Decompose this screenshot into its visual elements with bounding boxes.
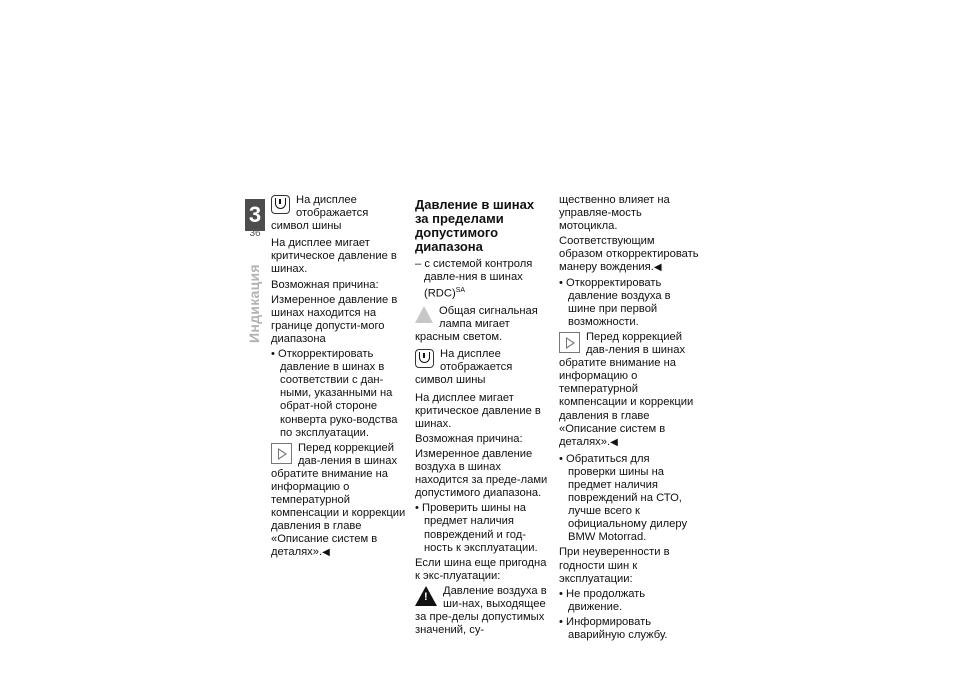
paragraph: При неуверенности в годности шин к эксплуатации: xyxy=(559,546,670,585)
icon-row xyxy=(415,348,551,387)
tyre-pressure-icon xyxy=(271,195,290,214)
note-block xyxy=(559,331,699,449)
dash-item xyxy=(415,258,551,301)
column-1 xyxy=(271,194,407,564)
general-warning-light-icon xyxy=(415,306,433,323)
end-mark: ◀ xyxy=(653,262,662,274)
warning-block xyxy=(415,585,551,637)
alert-row xyxy=(415,305,551,344)
bullet-item: • Проверить шины на предмет наличия повреждений и год-ность к эксплуатации. xyxy=(415,502,538,554)
bullet-item: • Обратиться для проверки шины на предмет наличия повреждений на СТО, лучше всего к официальному дилеру BMW Motorrad. xyxy=(559,452,688,544)
icon-text: На дисплее отображается символ шины xyxy=(271,194,369,233)
warning-icon: ! xyxy=(415,586,437,606)
paragraph: На дисплее мигает критическое давление в шинах. xyxy=(271,237,397,276)
bullet-item: • Информировать аварийную службу. xyxy=(559,615,668,641)
paragraph: Измеренное давление в шинах находится на границе допусти-мого диапазона xyxy=(271,293,398,345)
paragraph: Измеренное давление воздуха в шинах находится за преде-лами допустимого диапазона. xyxy=(415,447,548,500)
note-icon xyxy=(271,443,292,464)
chapter-title: Индикация xyxy=(246,264,262,343)
alert-text: Общая сигнальная лампа мигает красным светом. xyxy=(415,305,538,344)
note-icon xyxy=(559,332,580,353)
column-2 xyxy=(415,198,551,641)
dash-text: – с системой контроля давле-ния в шинах (RDC) xyxy=(415,258,533,300)
paragraph: Возможная причина: xyxy=(415,432,523,445)
bullet-item: • Откорректировать давление воздуха в шине при первой возможности. xyxy=(559,276,671,328)
page-number: 36 xyxy=(249,228,261,239)
paragraph xyxy=(559,235,699,274)
paragraph: Возможная причина: xyxy=(271,278,379,291)
icon-row xyxy=(271,194,407,233)
chapter-tab xyxy=(245,199,265,231)
bullet-item: • Откорректировать давление в шинах в соответствии с дан-ными, указанными на обрат-ной стороне конверта руко-водства по эксплуатации. xyxy=(271,348,398,439)
paragraph: щественно влияет на управляе-мость мотоцикла. xyxy=(559,194,670,233)
bullet-item: • Не продолжать движение. xyxy=(559,587,646,613)
tyre-pressure-icon xyxy=(415,349,434,368)
sa-mark: SA xyxy=(455,287,466,295)
note-text: Перед коррекцией дав-ления в шинах обратите внимание на информацию о температурной компенсации и коррекции давления в главе «Описание систем в деталях». xyxy=(271,441,406,559)
column-3 xyxy=(559,194,699,644)
paragraph-text: Соответствующим образом откорректировать манеру вождения. xyxy=(559,235,699,274)
icon-text: На дисплее отображается символ шины xyxy=(415,348,513,387)
paragraph: На дисплее мигает критическое давление в шинах. xyxy=(415,391,541,430)
end-mark: ◀ xyxy=(610,436,618,448)
section-heading: Давление в шинах за пределами допустимого диапазона xyxy=(415,197,535,254)
note-text: Перед коррекцией дав-ления в шинах обратите внимание на информацию о температурной компенсации и коррекции давления в главе «Описание систем в деталях». xyxy=(559,330,694,448)
paragraph: Если шина еще пригодна к экс-плуатации: xyxy=(415,556,547,582)
warning-text: Давление воздуха в ши-нах, выходящее за пре-делы допустимых значений, су- xyxy=(415,584,547,637)
note-block xyxy=(271,442,407,560)
end-mark: ◀ xyxy=(322,547,330,559)
chapter-number: 3 xyxy=(248,202,262,227)
